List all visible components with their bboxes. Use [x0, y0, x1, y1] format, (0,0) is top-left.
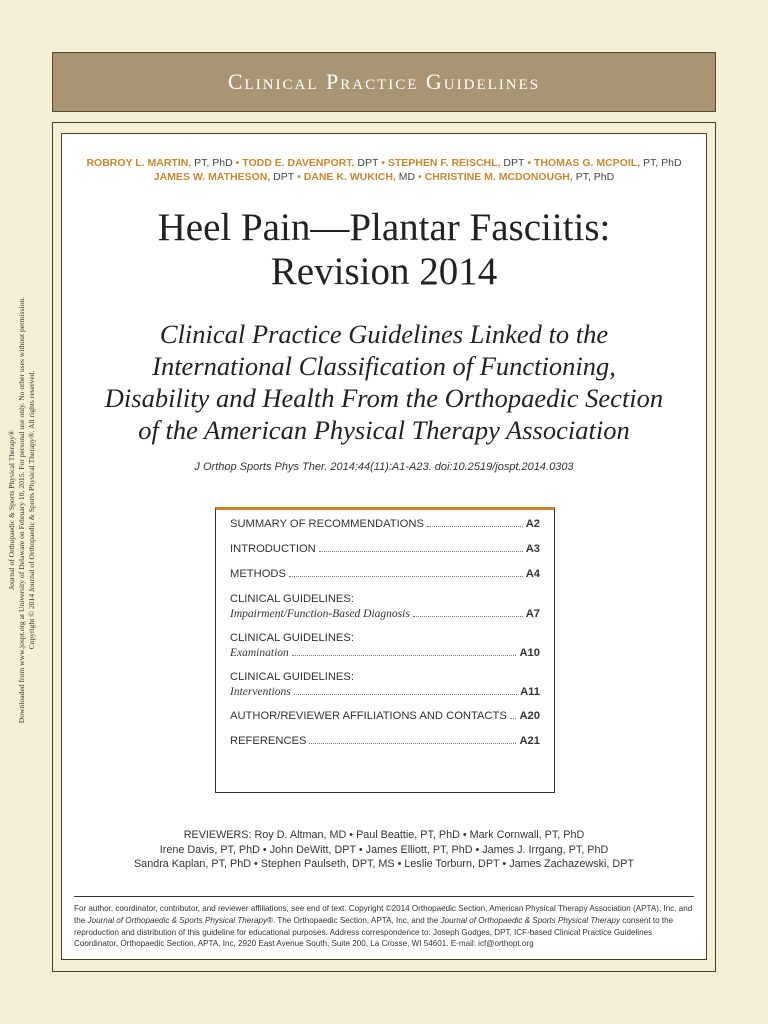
author-credentials: MD: [395, 171, 416, 183]
side-notice-line-3: Copyright © 2014 Journal of Orthopaedic & Sports Physical Therapy®. All rights reserved.: [27, 370, 36, 650]
reviewers-list: REVIEWERS: Roy D. Altman, MD • Paul Beattie, PT, PhD • Mark Cornwall, PT, PhD Irene Davis, PT, PhD • John DeWitt, DPT • James Elliott, PT, PhD • James J. Irrgang, PT, PhD Sandra Kaplan, PT, PhD • Stephen Paulseth, DPT, MS • Leslie Torburn, DPT • James Zachazewski, DPT: [133, 829, 635, 870]
toc-item-summary[interactable]: SUMMARY OF RECOMMENDATIONS A2: [230, 518, 540, 530]
toc-item-methods[interactable]: METHODS A4: [230, 568, 540, 580]
citation: J Orthop Sports Phys Ther. 2014;44(11):A1-A23. doi:10.2519/jospt.2014.0303: [194, 461, 574, 473]
author-name: DANE K. WUKICH,: [303, 171, 396, 183]
footnote: For author, coordinator, contributor, and reviewer affiliations, see end of text. Copyright ©2014 Orthopaedic Section, American Physical Therapy Association (APTA), Inc, and the Journal of Orthopaedic & Sports Physical Therapy®. The Orthopaedic Section, APTA, Inc, and the Journal of Orthopaedic & Sports Physical Therapy consent to the reproduction and distribution of this guideline for educational purposes. Address correspondence to: Joseph Godges, DPT, ICF-based Clinical Practice Guidelines Coordinator, Orthopaedic Section, APTA, Inc, 2920 East Avenue South, Suite 200, La Crosse, WI 54601. E-mail: icf@orthopt.org: [74, 904, 693, 949]
author-credentials: PT, PhD: [191, 157, 233, 169]
toc-item-diagnosis[interactable]: CLINICAL GUIDELINES: Impairment/Function-Based Diagnosis A7: [230, 593, 540, 620]
author-credentials: DPT: [354, 157, 379, 169]
author-credentials: PT, PhD: [640, 157, 682, 169]
side-notice-line-2: Downloaded from www.jospt.org at University of Delaware on February 10, 2015. For personal use only. No other uses without permission.: [17, 296, 26, 724]
toc-item-interventions[interactable]: CLINICAL GUIDELINES: Interventions A11: [230, 671, 540, 698]
author-name: JAMES W. MATHESON,: [153, 171, 271, 183]
author-credentials: PT, PhD: [572, 171, 615, 183]
footnote-divider: [74, 896, 694, 897]
toc-item-examination[interactable]: CLINICAL GUIDELINES: Examination A10: [230, 632, 540, 659]
author-credentials: DPT: [500, 157, 525, 169]
author-credentials: DPT: [270, 171, 295, 183]
cover-card: [61, 133, 707, 960]
toc-item-references[interactable]: REFERENCES A21: [230, 735, 540, 747]
header-banner: [52, 52, 716, 112]
author-name: CHRISTINE M. MCDONOUGH,: [424, 171, 573, 183]
author-name: STEPHEN F. REISCHL,: [387, 157, 501, 169]
table-of-contents: [215, 507, 555, 793]
toc-item-affiliations[interactable]: AUTHOR/REVIEWER AFFILIATIONS AND CONTACTS A20: [230, 710, 540, 722]
side-notice-line-1: Journal of Orthopaedic & Sports Physical Therapy®: [7, 430, 16, 590]
author-name: ROBROY L. MARTIN,: [86, 157, 192, 169]
author-list: ROBROY L. MARTIN, PT, PhD • TODD E. DAVENPORT, DPT • STEPHEN F. REISCHL, DPT • THOMAS G. MCPOIL, PT, PhD JAMES W. MATHESON, DPT • DANE K. WUKICH, MD • CHRISTINE M. MCDONOUGH, PT, PhD: [86, 157, 682, 183]
section-title: Clinical Practice Guidelines: [227, 69, 541, 94]
copyright-sidebar: [7, 230, 57, 790]
author-name: TODD E. DAVENPORT,: [242, 157, 355, 169]
article-title: Heel Pain—Plantar Fasciitis: Revision 2014: [157, 206, 611, 293]
article-subtitle: Clinical Practice Guidelines Linked to the International Classification of Functioning, Disability and Health From the Orthopaedic Section of the American Physical Therapy Association: [104, 319, 664, 445]
toc-item-introduction[interactable]: INTRODUCTION A3: [230, 543, 540, 555]
author-name: THOMAS G. MCPOIL,: [533, 157, 641, 169]
